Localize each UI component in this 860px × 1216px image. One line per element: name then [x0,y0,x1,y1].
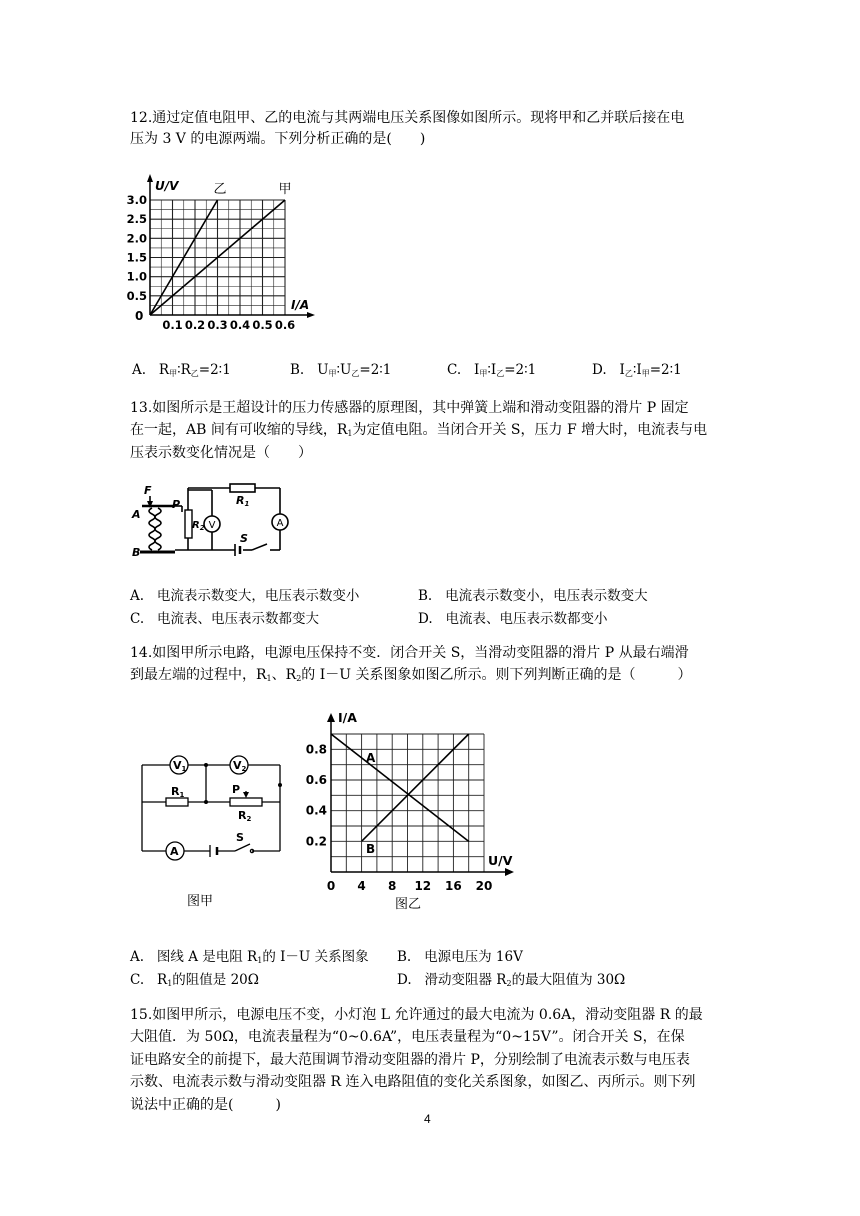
i-u-chart-series [331,734,469,841]
y-tick-label: 1.5 [126,250,147,265]
figure-a-caption: 图甲 [186,894,214,909]
q14-option-b[interactable]: B. 电源电压为 16V [397,949,523,965]
x-tick-label: 20 [475,879,493,893]
q12-x-axis-label: I/A [291,298,310,312]
q15-line-2: 大阻值．为 50Ω，电流表量程为“0~0.6A”，电压表量程为“0~15V”。闭合开关 S，在保 [130,1029,685,1045]
y-tick-label: 2.0 [126,231,147,246]
q14-line-2: 到最左端的过程中，$R_1$、$R_2$的 I－U 关系图象如图乙所示。则下列判断正确的是（ ） [130,667,692,683]
x-tick-label: 0.3 [207,318,228,330]
line-b-label: B [366,842,376,856]
q12-option-b[interactable]: B. $U_甲∶U_乙=2∶1$ [290,362,392,378]
r1-label: R1 [171,785,185,799]
page-number: 4 [424,1112,431,1126]
q12-y-axis-label: U/V [155,179,179,193]
q12-option-c[interactable]: C. $I_甲∶I_乙=2∶1$ [447,362,537,378]
q14-option-a[interactable]: A. 图线 A 是电阻 $R_1$的 I－U 关系图象 [130,949,369,965]
figure-b-caption: 图乙 [394,897,422,912]
x-tick-label: 0.2 [184,318,206,330]
v2-symbol: V2 [233,759,247,773]
q14-line-1: 14.如图甲所示电路，电源电压保持不变．闭合开关 S，当滑动变阻器的滑片 P 从最右端滑 [130,645,689,661]
terminal-a-label: A [132,508,141,521]
ammeter-symbol: A [276,518,284,529]
q13-option-b[interactable]: B. 电流表示数变小，电压表示数变大 [418,588,648,604]
y-tick-label: 3.0 [126,193,147,207]
x-tick-label: 12 [414,879,432,893]
q12-x-arrow [307,312,315,318]
r2-label: $R_2$ [192,520,205,532]
y-tick-label: 0.2 [305,834,327,849]
x-tick-label: 4 [357,879,366,893]
i-u-x-axis-label: U/V [488,853,513,868]
q12-line-1: 12.通过定值电阻甲、乙的电流与其两端电压关系图像如图所示。现将甲和乙并联后接在电 [130,110,685,126]
q12-ui-chart [125,170,325,330]
i-u-y-arrow [327,713,335,722]
switch-s-label: S [236,831,244,844]
y-tick-label: 0.5 [126,288,147,303]
line-a-label: A [366,751,376,765]
q13-line-1: 13.如图所示是王超设计的压力传感器的原理图，其中弹簧上端和滑动变阻器的滑片 P 固定 [130,400,689,416]
q12-origin-label: 0 [135,309,144,323]
q13-option-a[interactable]: A. 电流表示数变大，电压表示数变小 [130,588,360,604]
x-tick-label: 0.1 [162,318,183,330]
q12-series-label-yi: 乙 [213,182,227,197]
slider-p-label: P [232,783,241,796]
q13-option-d[interactable]: D. 电流表、电压表示数都变小 [418,611,608,627]
v1-symbol: V1 [173,759,187,773]
i-u-x-arrow [505,868,514,876]
y-tick-label: 0.4 [305,803,327,818]
x-tick-label: 0.6 [274,318,296,330]
i-u-y-axis-label: I/A [338,710,357,725]
q15-line-4: 示数、电流表示数与滑动变阻器 R 连入电路阻值的变化关系图象，如图乙、丙所示。则下列 [130,1074,696,1090]
series-circuit-diagram [130,745,290,915]
series-line-a [331,734,469,841]
y-tick-label: 0.6 [305,773,327,787]
force-label: F [144,484,152,497]
terminal-b-label: B [132,546,141,559]
q15-line-1: 15.如图甲所示，电源电压不变，小灯泡 L 允许通过的最大电流为 0.6A，滑动变阻器 R 的最 [130,1007,703,1023]
q12-option-a[interactable]: A. $R_甲∶R_乙=2∶1$ [132,362,231,378]
y-tick-label: 1.0 [126,269,147,284]
i-u-chart-grid [331,734,484,872]
i-u-graph [300,708,520,918]
x-tick-label: 0.4 [229,318,251,330]
x-tick-label: 8 [388,879,397,893]
q12-option-d[interactable]: D. $I_乙∶I_甲=2∶1$ [592,362,682,378]
x-tick-label: 0 [326,879,336,893]
series-line-b [362,734,469,841]
q14-option-c[interactable]: C. $R_1$的阻值是 20Ω [130,972,259,988]
q14-option-d[interactable]: D. 滑动变阻器 $R_2$的最大阻值为 30Ω [397,972,626,988]
q12-series-label-jia: 甲 [278,182,292,197]
q12-line-2: 压为 3 V 的电源两端。下列分析正确的是( ) [130,131,426,147]
x-tick-label: 0.5 [252,318,273,330]
pressure-sensor-circuit-diagram [130,482,300,560]
q13-option-c[interactable]: C. 电流表、电压表示数都变大 [130,611,320,627]
y-tick-label: 2.5 [126,212,147,227]
q15-line-3: 证电路安全的前提下，最大范围调节滑动变阻器的滑片 P，分别绘制了电流表示数与电压表 [130,1052,690,1068]
slider-label: P [172,498,181,511]
y-tick-label: 0.8 [305,742,327,757]
r1-label: R1 [236,494,250,508]
q12-y-arrow [147,174,153,182]
q13-line-2: 在一起，AB 间有可收缩的导线，$R_1$为定值电阻。当闭合开关 S，压力 F 增大时，电流表与电 [130,422,708,438]
r2-label: R2 [238,809,252,823]
voltmeter-symbol: V [208,520,216,531]
q13-line-3: 压表示数变化情况是（ ） [130,445,312,461]
ammeter-symbol: A [170,845,179,858]
switch-label: S [240,532,248,545]
q15-line-5: 说法中正确的是( ) [130,1097,281,1113]
x-tick-label: 16 [445,879,462,893]
